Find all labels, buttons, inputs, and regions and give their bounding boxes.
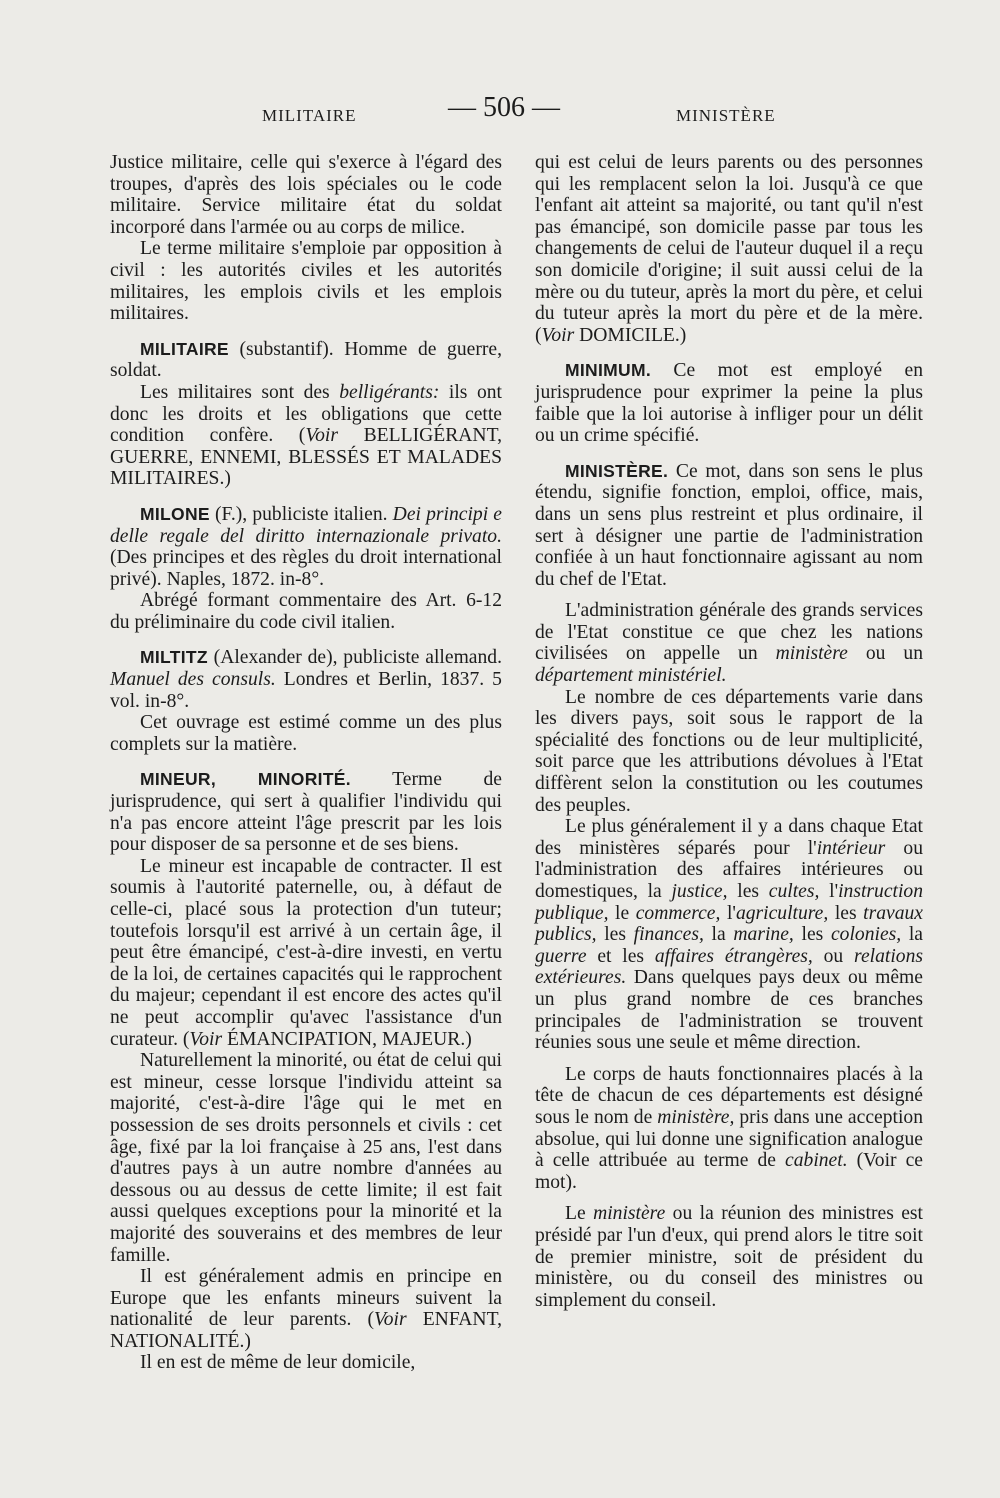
dictionary-entry [110,339,502,382]
entry-headword: MILTITZ [140,647,208,668]
italic-text: ministère [593,1203,666,1225]
text-run: Les militaires sont des [140,381,340,403]
text-run: l' [720,902,736,924]
paragraph [535,1203,923,1311]
italic-text: ministère [775,643,848,665]
italic-text: travaux publics, [535,902,924,946]
text-run: ÉMANCIPATION, MAJEUR.) [222,1028,472,1050]
paragraph [110,382,502,490]
dictionary-entry [535,461,923,591]
left-column [110,152,502,1374]
text-run: qui est celui de leurs parents ou des personnes qui les remplacent selon la loi. Jusqu'à ce que l'enfant ait atteint sa majorité, ou tant qu'il n'est pas émancipé, son domicile passe par tous les changements de celui de l'auteur duquel il a reçu son domicile d'origine; il suit aussi celui de la mère ou du tuteur, après la mort du père, et celui du tuteur après la mort du père et de la mère. ( [535,152,923,346]
text-run: DOMICILE.) [574,324,687,346]
text-run: ENFANT, NATIONALITÉ.) [110,1309,502,1352]
italic-text: Voir [305,425,339,447]
text-run: (Alexander de), publiciste allemand. [207,647,502,669]
text-run: Le nombre de ces départements varie dans les divers pays, soit sous le rapport de la spécialité des fonctions ou de leur multiplicité, soit parce que les attributions dévolues à l'Etat diffèrent selon la constitution ou les coutumes des peuples. [535,686,923,816]
text-run: (Voir ce mot). [535,1150,923,1193]
paragraph [110,1266,502,1352]
text-run: ou un [847,643,924,665]
italic-text: Voir [373,1309,407,1331]
text-run: la [901,924,924,946]
italic-text: ministère, [657,1106,735,1128]
text-run: Le terme militaire s'emploie par opposition à civil : les autorités civiles et les autorités militaires, les emplois civils et les emplois militaires. [110,238,502,325]
text-run: Terme de jurisprudence, qui sert à qualifier l'individu qui n'a pas encore atteint l'âge prescrit par les lois pour disposer de sa personne et de ses biens. [110,769,503,856]
text-run: les [727,881,769,902]
text-run: Abrégé formant commentaire des Art. 6-12 du préliminaire du code civil italien. [110,590,502,633]
text-run: pris dans une acception absolue, qui lui donne une signification analogue à celle attribuée au terme de [535,1106,923,1172]
italic-text: justice, [671,881,728,902]
italic-text: relations extérieures. [535,945,923,989]
italic-text: intérieur [816,837,886,859]
paragraph [535,152,923,346]
italic-text: marine, [733,924,794,946]
italic-text: agriculture, [735,902,829,924]
text-run: (F.), publiciste italien. [209,503,393,525]
italic-text: Voir [541,324,575,346]
text-run: le [608,902,636,924]
text-run: la [703,924,734,946]
paragraph [535,1064,923,1194]
entry-headword: MILITAIRE [140,338,229,359]
italic-text: guerre [535,945,587,967]
paragraph [535,816,923,1054]
text-run: (Des principes et des règles du droit international privé). Naples, 1872. in-8°. [110,547,502,590]
paragraph [535,687,923,817]
text-run: Le corps de hauts fonctionnaires placés à la tête de chacun de ces départements est désigné sous le nom de [535,1063,923,1128]
text-run: Le mineur est incapable de contracter. Il est soumis à l'autorité paternelle, ou, à défaut de celle-ci, placé sous la protection d'un tuteur; toutefois lorsqu'il est arrivé à un certain âge, il peut être émancipé, c'est-à-dire investi, en vertu de la loi, de certaines capacités qui le rapprochent du majeur; cependant il est encore des actes qu'il ne peut accomplir qu'avec l'assistance d'un curateur. ( [110,855,502,1050]
paragraph [110,1352,502,1374]
page-number: — 506 — [448,92,560,123]
text-run: Ce mot est employé en jurisprudence pour exprimer la peine la plus faible que la loi autorise à infliger pour un délit ou un crime spécifié. [535,360,923,447]
italic-text: Manuel des consuls. [110,669,276,691]
text-run: Dans quelques pays deux ou même un plus grand nombre de ces branches principales de l'administration se trouvent réunies sous une seule et même direction. [535,967,923,1054]
header-left-term: MILITAIRE [262,106,357,125]
entry-headword: MINISTÈRE. [565,460,669,481]
italic-text: belligérants: [339,381,440,403]
text-run: Londres et Berlin, 1837. 5 vol. in-8°. [110,669,502,712]
paragraph [110,1050,502,1266]
text-run: les [596,924,634,946]
paragraph [110,238,502,324]
text-run: (substantif). Homme de guerre, soldat. [110,338,502,382]
text-run: Ce mot, dans son sens le plus étendu, signifie fonction, emploi, office, mais, dans un sens plus restreint et plus ordinaire, il sert à désigner une partie de l'administration confiée à un haut fonctionnaire agissant au nom du chef de l'Etat. [535,460,923,590]
italic-text: Voir [189,1028,223,1050]
text-run: BELLIGÉRANT, GUERRE, ENNEMI, BLESSÉS ET MALADES MILITAIRES.) [110,425,502,490]
italic-text: commerce, [635,902,721,924]
text-run: ils ont donc les droits et les obligations que cette condition confère. ( [110,381,502,447]
italic-text: colonies, [830,924,902,946]
paragraph [110,712,502,755]
text-run: ou [812,945,855,967]
dictionary-entry [110,504,502,590]
text-run: L'administration générale des grands services de l'Etat constitue ce que chez les nations civilisées on appelle un [535,600,923,665]
text-run: Cet ouvrage est estimé comme un des plus complets sur la matière. [110,712,502,755]
italic-text: Dei principi e delle regale del diritto internazionale privato. [110,503,502,547]
paragraph [110,152,502,238]
text-run: Justice militaire, celle qui s'exerce à l'égard des troupes, d'après des lois spéciales ou le code militaire. Service militaire état du soldat incorporé dans l'armée ou au corps de milice. [110,152,502,238]
italic-text: cultes, [768,881,820,902]
text-run: les [828,902,864,924]
right-column [535,152,923,1311]
italic-text: cabinet. [785,1150,848,1172]
italic-text: instruction publique, [535,881,924,924]
text-run: Il en est de même de leur domicile, [140,1352,416,1374]
entry-headword: MINEUR, MINORITÉ. [140,769,351,790]
text-run: Le [565,1203,594,1225]
running-header [0,88,1000,138]
italic-text: finances, [633,924,704,946]
text-run: et les [586,945,655,967]
text-run: Il est généralement admis en principe en Europe que les enfants mineurs suivent la nationalité de leur parents. ( [110,1266,502,1331]
dictionary-entry [110,769,502,855]
header-right-term: MINISTÈRE [676,106,776,125]
text-run: ou l'administration des affaires intérieures ou domestiques, la [535,837,923,902]
entry-headword: MINIMUM. [565,360,651,381]
text-run: Naturellement la minorité, ou état de celui qui est mineur, cesse lorsque l'individu atteint sa majorité, c'est-à-dire l'âge qui le met en possession de ses droits personnels et civils : cet âge, fixé par la loi française à 25 ans, l'est dans d'autres pays à un autre nombre d'années au dessous ou au dessus de cette limite; il est fait aussi quelques exceptions pour la minorité et la majorité des souverains et des membres de leur famille. [110,1050,502,1266]
text-run: l' [819,881,839,902]
italic-text: affaires étrangères, [654,945,813,967]
paragraph [110,590,502,633]
paragraph [110,856,502,1050]
text-run: les [793,924,831,946]
dictionary-entry [110,647,502,712]
entry-headword: MILONE [140,503,210,524]
dictionary-entry [535,360,923,446]
text-run: ou la réunion des ministres est présidé par l'un d'eux, qui prend alors le titre soit de premier ministre, soit de président du ministère, ou du conseil des ministres ou simplement du conseil. [535,1203,923,1311]
text-run: Le plus généralement il y a dans chaque Etat des ministères séparés pour l' [535,816,923,859]
paragraph [535,600,923,686]
italic-text: département ministériel. [535,665,727,687]
